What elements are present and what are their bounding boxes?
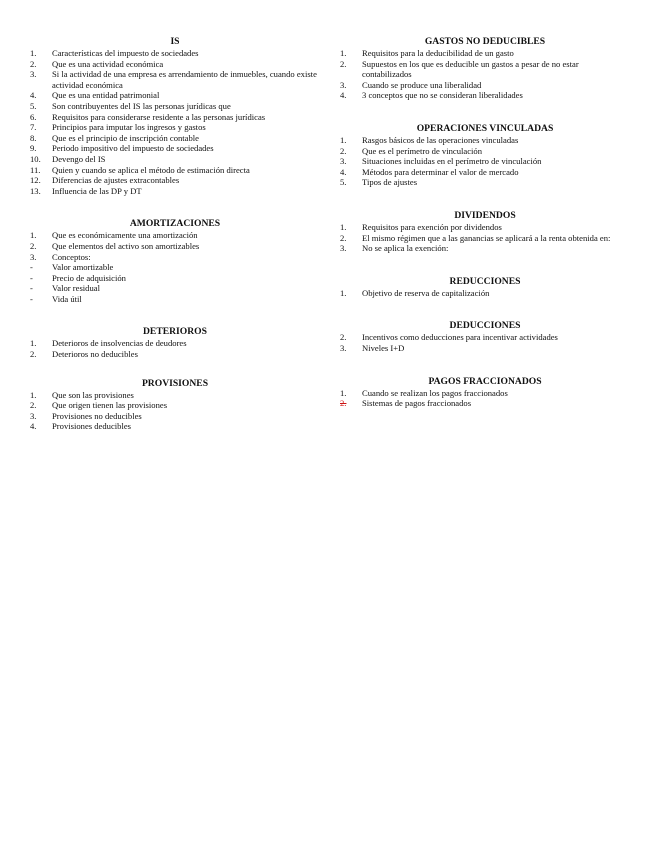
item-list <box>340 288 630 299</box>
item-text: Niveles I+D <box>362 342 405 353</box>
item-number: 1. <box>340 387 347 398</box>
list-item <box>30 411 320 422</box>
left-column <box>30 36 320 447</box>
item-number: 10. <box>30 153 41 164</box>
item-bullet: - <box>30 262 33 273</box>
item-text: Incentivos como deducciones para incentivar actividades <box>362 332 558 343</box>
section-title: GASTOS NO DEDUCIBLES <box>424 36 546 47</box>
item-number: 2. <box>340 232 347 243</box>
section-operaciones-vinculadas <box>340 123 630 188</box>
item-text: Que es el principio de inscripción contable <box>52 132 200 143</box>
list-item <box>30 400 320 411</box>
item-list <box>340 48 630 101</box>
item-list <box>30 48 320 196</box>
item-text: Valor amortizable <box>52 262 114 273</box>
item-text: Métodos para determinar el valor de mercado <box>362 166 519 177</box>
section-deducciones <box>340 320 630 353</box>
section-gastos-no-deducibles <box>340 36 630 101</box>
item-number: 2. <box>30 58 37 69</box>
list-item <box>30 90 320 101</box>
item-number: 2. <box>340 58 347 69</box>
item-list <box>30 338 320 359</box>
item-number: 2. <box>340 332 347 343</box>
item-number: 3. <box>340 243 347 254</box>
item-text: No se aplica la exención: <box>362 243 449 254</box>
item-text: Son contribuyentes del IS las personas jurídicas que <box>52 100 231 111</box>
section-title: IS <box>170 36 180 47</box>
list-item <box>340 59 630 80</box>
item-number: 13. <box>30 185 41 196</box>
item-text: Características del impuesto de sociedades <box>52 48 199 58</box>
item-text: Supuestos en los que es deducible un gastos a pesar de no estar contabilizados <box>362 58 579 80</box>
list-item <box>30 69 320 90</box>
item-number: 3. <box>340 156 347 167</box>
item-text: Periodo impositivo del impuesto de sociedades <box>52 143 214 154</box>
item-text: Que es una actividad económica <box>52 58 164 69</box>
item-number: 3. <box>30 69 37 80</box>
list-item <box>340 343 630 354</box>
item-text: Vida útil <box>52 293 82 304</box>
list-item <box>340 146 630 157</box>
item-text: Quien y cuando se aplica el método de estimación directa <box>52 164 250 175</box>
item-text: Que elementos del activo son amortizables <box>52 240 200 251</box>
item-text: Si la actividad de una empresa es arrendamiento de inmuebles, cuando existe actividad económica <box>52 69 317 90</box>
item-text: Que son las provisiones <box>52 389 134 400</box>
item-number: 3. <box>30 410 37 421</box>
item-number: 1. <box>340 287 347 298</box>
item-bullet: - <box>30 283 33 294</box>
item-number: 1. <box>30 338 37 349</box>
list-item <box>340 233 630 244</box>
item-text: Que es el perímetro de vinculación <box>362 145 483 156</box>
list-item <box>30 273 320 284</box>
item-number: 1. <box>340 221 347 232</box>
list-item <box>30 122 320 133</box>
item-bullet: - <box>30 272 33 283</box>
item-text: Situaciones incluidas en el perímetro de vinculación <box>362 156 542 167</box>
list-item <box>30 186 320 197</box>
list-item <box>340 90 630 101</box>
item-text: Tipos de ajustes <box>362 177 418 188</box>
list-item <box>340 288 630 299</box>
item-number: 2. <box>30 240 37 251</box>
item-number: 3. <box>30 251 37 262</box>
list-item <box>340 48 630 59</box>
item-number: 1. <box>340 134 347 145</box>
item-text: 3 conceptos que no se consideran liberalidades <box>362 90 523 101</box>
section-deterioros <box>30 326 320 359</box>
item-number: 1. <box>30 230 37 241</box>
item-bullet: - <box>30 293 33 304</box>
item-text: Provisiones no deducibles <box>52 410 142 421</box>
list-item <box>340 80 630 91</box>
item-text: Rasgos básicos de las operaciones vinculadas <box>362 134 519 145</box>
item-text: Que origen tienen las provisiones <box>52 400 168 411</box>
list-item <box>340 222 630 233</box>
item-text: Deterioros no deducibles <box>52 349 138 360</box>
item-number: 4. <box>340 90 347 101</box>
list-item <box>30 59 320 70</box>
list-item <box>30 241 320 252</box>
list-item <box>30 283 320 294</box>
section-title: DIVIDENDOS <box>454 209 516 221</box>
section-title: REDUCCIONES <box>449 275 521 287</box>
list-item <box>340 135 630 146</box>
item-text: Valor residual <box>52 283 100 294</box>
item-list <box>340 222 630 254</box>
list-item <box>30 133 320 144</box>
item-text: Principios para imputar los ingresos y gastos <box>52 122 206 133</box>
list-item <box>30 165 320 176</box>
item-text: Que es económicamente una amortización <box>52 230 198 241</box>
list-item <box>30 230 320 241</box>
list-item <box>30 338 320 349</box>
item-list <box>30 390 320 432</box>
list-item <box>340 167 630 178</box>
item-number: 1. <box>340 48 347 58</box>
item-text: Requisitos para la deducibilidad de un gasto <box>362 48 514 58</box>
list-item <box>30 294 320 305</box>
list-item <box>30 101 320 112</box>
item-text: El mismo régimen que a las ganancias se aplicará a la renta obtenida en: <box>362 232 611 243</box>
item-number: 4. <box>340 166 347 177</box>
list-item <box>30 252 320 263</box>
item-list <box>340 388 630 409</box>
item-text: Cuando se produce una liberalidad <box>362 79 482 90</box>
section-title: PAGOS FRACCIONADOS <box>428 375 542 387</box>
right-column <box>340 36 630 424</box>
item-number: 3. <box>340 342 347 353</box>
section-title: PROVISIONES <box>141 377 209 389</box>
item-text: Provisiones deducibles <box>52 421 132 432</box>
item-number: 6. <box>30 111 37 122</box>
item-text: Precio de adquisición <box>52 272 126 283</box>
item-number-tracked-change: 2. <box>340 398 347 409</box>
item-text: Deterioros de insolvencias de deudores <box>52 338 187 349</box>
item-number: 2. <box>30 400 37 411</box>
section-reducciones <box>340 276 630 299</box>
list-item <box>30 349 320 360</box>
list-item <box>30 421 320 432</box>
item-number: 1. <box>30 48 37 58</box>
section-title: OPERACIONES VINCULADAS <box>416 122 554 134</box>
list-item <box>30 48 320 59</box>
item-text: Requisitos para exención por dividendos <box>362 221 502 232</box>
item-number: 4. <box>30 90 37 101</box>
item-text: Devengo del IS <box>52 153 106 164</box>
item-number: 5. <box>340 177 347 188</box>
item-text: Diferencias de ajustes extracontables <box>52 175 180 186</box>
item-number: 3. <box>340 79 347 90</box>
item-number: 4. <box>30 421 37 432</box>
list-item <box>30 154 320 165</box>
list-item <box>340 156 630 167</box>
item-text: Que es una entidad patrimonial <box>52 90 160 101</box>
item-list <box>340 332 630 353</box>
section-title: DETERIOROS <box>143 326 207 338</box>
list-item <box>340 243 630 254</box>
item-text: Sistemas de pagos fraccionados <box>362 398 472 409</box>
section-dividendos <box>340 210 630 254</box>
item-text: Conceptos: <box>52 251 91 262</box>
list-item <box>340 388 630 399</box>
item-text: Requisitos para considerarse residente a las personas jurídicas <box>52 111 266 122</box>
section-pagos-fraccionados <box>340 376 630 409</box>
item-number: 11. <box>30 164 41 175</box>
list-item <box>30 390 320 401</box>
item-list <box>340 135 630 188</box>
item-text: Objetivo de reserva de capitalización <box>362 287 490 298</box>
item-number: 5. <box>30 100 37 111</box>
item-number: 2. <box>30 349 37 360</box>
list-item <box>30 143 320 154</box>
item-number: 2. <box>340 145 347 156</box>
item-text: Cuando se realizan los pagos fraccionados <box>362 387 508 398</box>
section-title: DEDUCCIONES <box>449 320 521 332</box>
list-item <box>30 262 320 273</box>
list-item <box>30 112 320 123</box>
list-item <box>340 398 630 409</box>
item-number: 12. <box>30 175 41 186</box>
item-number: 9. <box>30 143 37 154</box>
item-text: Influencia de las DP y DT <box>52 185 142 196</box>
section-title: AMORTIZACIONES <box>129 218 221 230</box>
item-list <box>30 230 320 304</box>
section-provisiones <box>30 378 320 432</box>
item-number: 8. <box>30 132 37 143</box>
section-amortizaciones <box>30 218 320 304</box>
item-number: 1. <box>30 389 37 400</box>
list-item <box>340 332 630 343</box>
list-item <box>340 177 630 188</box>
section-is <box>30 36 320 196</box>
item-number: 7. <box>30 122 37 133</box>
list-item <box>30 175 320 186</box>
